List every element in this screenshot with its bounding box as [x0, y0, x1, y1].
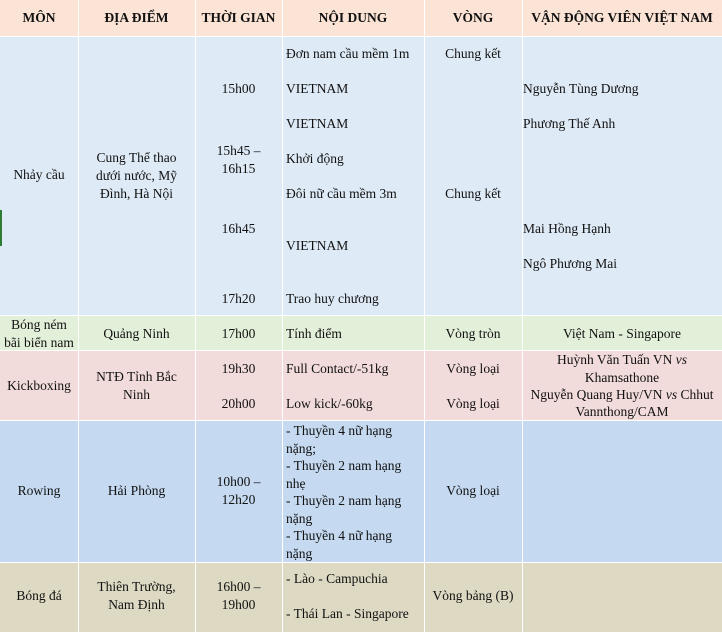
rowing-venue: Hải Phòng — [107, 483, 166, 498]
diving-time: 15h45 – — [216, 143, 261, 158]
rowing-sport: Rowing — [17, 483, 61, 498]
kickboxing-venue-line: Ninh — [123, 387, 150, 402]
row-divider — [0, 36, 722, 37]
kickboxing-venue-line: NTĐ Tỉnh Bắc — [96, 369, 177, 384]
football-round: Vòng bảng (B) — [432, 588, 514, 603]
kickboxing-content: Low kick/-60kg — [286, 396, 373, 411]
kickboxing-athletes-line: Huỳnh Văn Tuấn VN vs — [556, 352, 688, 367]
diving-athlete: Nguyễn Tùng Dương — [523, 81, 639, 96]
row-divider — [0, 315, 722, 316]
rowing-content-line: nặng — [286, 511, 313, 526]
football-time: 19h00 — [221, 597, 256, 612]
rowing-content-line: - Thuyền 4 nữ hạng — [286, 423, 393, 438]
handball-athletes: Việt Nam - Singapore — [562, 326, 682, 341]
rowing-content-line: nặng; — [286, 441, 316, 456]
header-athletes: VẬN ĐỘNG VIÊN VIỆT NAM — [531, 10, 713, 25]
diving-time: 16h15 — [221, 161, 256, 176]
diving-athlete: Ngô Phương Mai — [523, 256, 617, 271]
football-sport: Bóng đá — [16, 588, 62, 603]
kickboxing-time: 19h30 — [221, 361, 256, 376]
col-divider — [282, 0, 283, 632]
kickboxing-athletes-line: Nguyễn Quang Huy/VN vs Chhut — [530, 387, 714, 402]
diving-sport: Nhảy cầu — [13, 167, 65, 182]
kickboxing-time: 20h00 — [221, 396, 256, 411]
rowing-round: Vòng loại — [446, 483, 500, 498]
handball-content: Tính điểm — [286, 326, 342, 341]
diving-round: Chung kết — [445, 46, 501, 61]
row-divider — [0, 562, 722, 563]
handball-time: 17h00 — [221, 326, 256, 341]
rowing-content-line: - Thuyền 2 nam hạng — [286, 493, 402, 508]
handball-round: Vòng tròn — [445, 326, 501, 341]
football-venue-line: Thiên Trường, — [97, 579, 176, 594]
diving-venue-line: Cung Thể thao — [96, 150, 177, 165]
kickboxing-content: Full Contact/-51kg — [286, 361, 389, 376]
diving-venue-line: Đình, Hà Nội — [99, 186, 174, 201]
rowing-time: 12h20 — [221, 492, 256, 507]
kickboxing-athletes-line: Khamsathone — [584, 370, 660, 385]
diving-athlete: Mai Hồng Hạnh — [523, 221, 611, 236]
rowing-content-line: - Thuyền 4 nữ hạng — [286, 528, 393, 543]
rowing-time: 10h00 – — [216, 474, 261, 489]
diving-time: 17h20 — [221, 291, 256, 306]
diving-content: Đôi nữ cầu mềm 3m — [286, 186, 397, 201]
diving-venue-line: dưới nước, Mỹ — [95, 168, 178, 183]
left-edge-marker — [0, 210, 2, 246]
col-divider — [78, 0, 79, 632]
rowing-content-line: nhẹ — [286, 476, 306, 491]
football-content: - Thái Lan - Singapore — [286, 606, 409, 621]
football-venue-line: Nam Định — [108, 597, 165, 612]
kickboxing-round: Vòng loại — [446, 361, 500, 376]
kickboxing-round: Vòng loại — [446, 396, 500, 411]
header-sport: MÔN — [22, 10, 56, 25]
rowing-content-line: - Thuyền 2 nam hạng — [286, 458, 402, 473]
header-time: THỜI GIAN — [201, 10, 276, 25]
football-time: 16h00 – — [216, 579, 261, 594]
header-venue: ĐỊA ĐIỂM — [104, 10, 169, 25]
diving-content: Trao huy chương — [286, 291, 379, 306]
diving-content: VIETNAM — [286, 116, 349, 131]
header-round: VÒNG — [452, 10, 494, 25]
rowing-content-line: nặng — [286, 546, 313, 561]
diving-time: 15h00 — [221, 81, 256, 96]
diving-athlete: Phương Thế Anh — [523, 116, 616, 131]
header-content: NỘI DUNG — [318, 10, 388, 25]
diving-content: VIETNAM — [286, 81, 349, 96]
handball-venue: Quảng Ninh — [103, 326, 170, 341]
diving-content: Đơn nam cầu mềm 1m — [286, 46, 410, 61]
col-divider — [424, 0, 425, 632]
diving-content: VIETNAM — [286, 238, 349, 253]
kickboxing-sport: Kickboxing — [7, 378, 71, 393]
football-content: - Lào - Campuchia — [286, 571, 388, 586]
kickboxing-athletes-line: Vannthong/CAM — [575, 404, 669, 419]
handball-sport-line: Bóng ném — [11, 317, 67, 332]
diving-time: 16h45 — [221, 221, 256, 236]
diving-round: Chung kết — [445, 186, 501, 201]
diving-content: Khởi động — [286, 151, 344, 166]
handball-sport-line: bãi biển nam — [4, 335, 74, 350]
